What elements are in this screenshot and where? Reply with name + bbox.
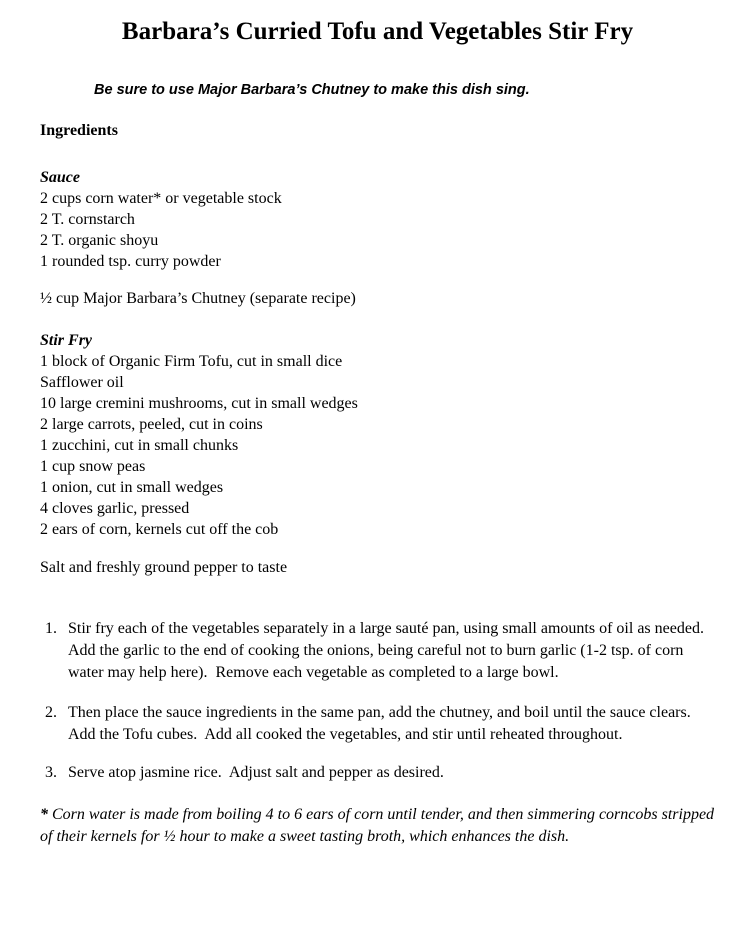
step-number: 2. (45, 704, 57, 721)
stir-fry-ingredient-line: 1 cup snow peas (40, 458, 146, 475)
stir-fry-ingredient-line: Safflower oil (40, 374, 124, 391)
footnote-asterisk: * (40, 806, 48, 823)
direction-step (40, 762, 715, 784)
stir-fry-ingredient-line: 10 large cremini mushrooms, cut in small wedges (40, 395, 358, 412)
stir-fry-ingredient-line: 1 zucchini, cut in small chunks (40, 437, 239, 454)
footnote-text: Corn water is made from boiling 4 to 6 ears of corn until tender, and then simmering corncobs stripped of their kernels for ½ hour to make a sweet tasting broth, which enhances the dish. (40, 806, 719, 845)
sauce-heading: Sauce (40, 169, 80, 186)
sauce-section (40, 167, 715, 309)
corn-water-footnote (40, 804, 719, 847)
stir-fry-ingredient-line: 2 large carrots, peeled, cut in coins (40, 416, 263, 433)
stir-fry-ingredient-line: 1 block of Organic Firm Tofu, cut in small dice (40, 353, 343, 370)
direction-step (40, 702, 715, 746)
step-number: 1. (45, 620, 57, 637)
step-text: Serve atop jasmine rice. Adjust salt and pepper as desired. (68, 764, 444, 781)
chutney-ingredient-line: ½ cup Major Barbara’s Chutney (separate recipe) (40, 290, 356, 307)
sauce-ingredient-line: 2 cups corn water* or vegetable stock (40, 190, 282, 207)
sauce-ingredient-line: 2 T. cornstarch (40, 211, 135, 228)
stir-fry-ingredient-line: 1 onion, cut in small wedges (40, 479, 224, 496)
step-number: 3. (45, 764, 57, 781)
stir-fry-heading: Stir Fry (40, 332, 93, 349)
ingredients-heading: Ingredients (40, 122, 118, 139)
stir-fry-section (40, 330, 715, 578)
step-text: Stir fry each of the vegetables separately in a large sauté pan, using small amounts of oil as needed. Add the garlic to the end of cooking the onions, being careful not to burn garlic (1-2 tsp. of corn water may help here). Remove each vegetable as completed to a large bowl. (68, 620, 712, 681)
stir-fry-ingredient-line: 2 ears of corn, kernels cut off the cob (40, 521, 279, 538)
directions-list (40, 618, 715, 784)
recipe-subtitle-note: Be sure to use Major Barbara’s Chutney to make this dish sing. (94, 82, 530, 98)
seasoning-line: Salt and freshly ground pepper to taste (40, 559, 288, 576)
sauce-ingredient-line: 2 T. organic shoyu (40, 232, 159, 249)
recipe-title: Barbara’s Curried Tofu and Vegetables Stir Fry (121, 18, 634, 45)
step-text: Then place the sauce ingredients in the same pan, add the chutney, and boil until the sauce clears. Add the Tofu cubes. Add all cooked the vegetables, and stir until reheated throughout. (68, 704, 698, 743)
direction-step (40, 618, 715, 684)
sauce-ingredient-line: 1 rounded tsp. curry powder (40, 253, 221, 270)
stir-fry-ingredient-line: 4 cloves garlic, pressed (40, 500, 190, 517)
